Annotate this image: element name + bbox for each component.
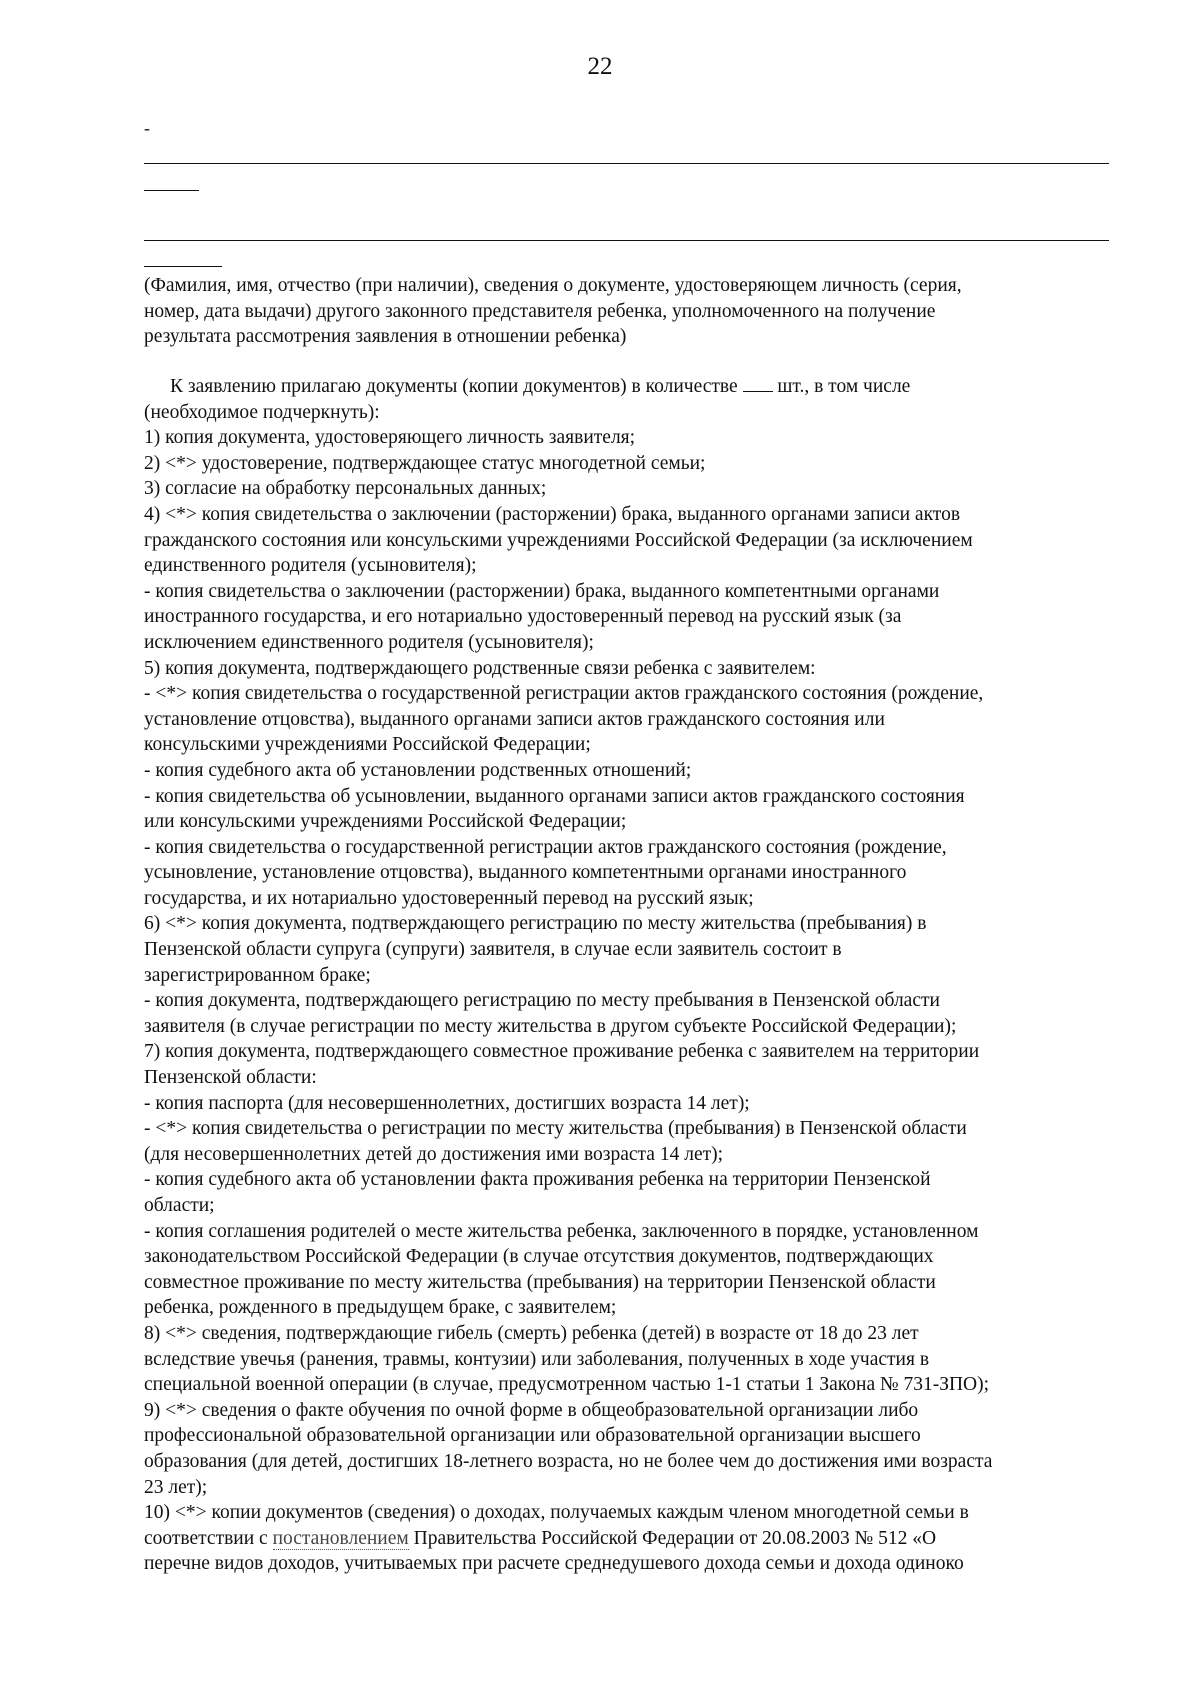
list-line: профессиональной образовательной организации или образовательной организации высшего <box>144 1425 921 1447</box>
list-line: - копия документа, подтверждающего регистрацию по месту пребывания в Пензенской области <box>144 990 940 1012</box>
list-line: вследствие увечья (ранения, травмы, контузии) или заболевания, полученных в ходе участия в <box>144 1348 930 1370</box>
list-line: (для несовершеннолетних детей до достижения ими возраста 14 лет); <box>144 1143 724 1165</box>
intro-text: К заявлению прилагаю документы (копии документов) в количестве <box>170 376 743 397</box>
list-line: - <*> копия свидетельства о регистрации по месту жительства (пребывания) в Пензенской области <box>144 1118 967 1140</box>
dash-mark: - <box>144 118 150 138</box>
decree-link[interactable]: постановлением <box>272 1527 409 1549</box>
list-line: 10) <*> копии документов (сведения) о доходах, получаемых каждым членом многодетной семьи в <box>144 1502 969 1524</box>
link-line-text-end: Правительства Российской Федерации от 20.08.2003 № 512 «О <box>408 1527 937 1549</box>
list-line: - <*> копия свидетельства о государственной регистрации актов гражданского состояния (рождение, <box>144 683 984 705</box>
list-line: 6) <*> копия документа, подтверждающего регистрацию по месту жительства (пребывания) в <box>144 913 927 935</box>
list-line: Пензенской области: <box>144 1067 317 1089</box>
blank-line-2 <box>144 240 1109 241</box>
list-line: перечне видов доходов, учитываемых при расчете среднедушевого дохода семьи и дохода одиноко <box>144 1553 964 1575</box>
list-line: - копия судебного акта об установлении факта проживания ребенка на территории Пензенской <box>144 1169 931 1191</box>
list-line: 7) копия документа, подтверждающего совместное проживание ребенка с заявителем на территории <box>144 1041 980 1063</box>
blank-line-1 <box>144 163 1109 164</box>
list-line: иностранного государства, и его нотариально удостоверенный перевод на русский язык (за <box>144 606 902 628</box>
caption-line: номер, дата выдачи) другого законного представителя ребенка, уполномоченного на получение <box>144 300 936 322</box>
caption-line: результата рассмотрения заявления в отношении ребенка) <box>144 326 627 348</box>
list-line: Пензенской области супруга (супруги) заявителя, в случае если заявитель состоит в <box>144 939 842 961</box>
list-line: специальной военной операции (в случае, предусмотренном частью 1-1 статьи 1 Закона № 731-ЗПО); <box>144 1374 990 1396</box>
list-line: 23 лет); <box>144 1476 208 1498</box>
list-line: 3) согласие на обработку персональных данных; <box>144 478 547 500</box>
list-line: - копия соглашения родителей о месте жительства ребенка, заключенного в порядке, установленном <box>144 1220 979 1242</box>
list-line: или консульскими учреждениями Российской Федерации; <box>144 811 627 833</box>
list-line: 1) копия документа, удостоверяющего личность заявителя; <box>144 427 636 449</box>
list-line: области; <box>144 1195 215 1216</box>
list-line: государства, и их нотариально удостоверенный перевод на русский язык; <box>144 887 754 909</box>
blank-line-1-continuation <box>144 190 199 191</box>
list-line: единственного родителя (усыновителя); <box>144 555 477 577</box>
list-line: (необходимое подчеркнуть): <box>144 401 380 423</box>
page-number: 22 <box>587 53 613 80</box>
blank-line-2-continuation <box>144 266 222 267</box>
list-line: 4) <*> копия свидетельства о заключении (расторжении) брака, выданного органами записи актов <box>144 503 961 525</box>
list-line: ребенка, рожденного в предыдущем браке, с заявителем; <box>144 1297 617 1319</box>
intro-text-end: шт., в том числе <box>772 376 911 397</box>
list-line: законодательством Российской Федерации (в случае отсутствия документов, подтверждающих <box>144 1246 934 1268</box>
list-line: совместное проживание по месту жительства (пребывания) на территории Пензенской области <box>144 1271 936 1293</box>
intro-line <box>144 374 1119 400</box>
list-line: - копия паспорта (для несовершеннолетних, достигших возраста 14 лет); <box>144 1092 750 1114</box>
list-line: 9) <*> сведения о факте обучения по очной форме в общеобразовательной организации либо <box>144 1399 919 1421</box>
representative-caption <box>144 273 1109 350</box>
list-line: зарегистрированном браке; <box>144 964 371 986</box>
list-line: образования (для детей, достигших 18-летнего возраста, но не более чем до достижения ими возраста <box>144 1450 993 1472</box>
list-line: 5) копия документа, подтверждающего родственные связи ребенка с заявителем: <box>144 657 816 679</box>
list-line: - копия свидетельства об усыновлении, выданного органами записи актов гражданского состояния <box>144 785 965 807</box>
list-line: - копия свидетельства о заключении (расторжении) брака, выданного компетентными органами <box>144 580 940 602</box>
list-line-with-link <box>144 1526 1119 1552</box>
list-line: заявителя (в случае регистрации по месту жительства в другом субъекте Российской Федерации); <box>144 1015 957 1037</box>
list-line: 8) <*> сведения, подтверждающие гибель (смерть) ребенка (детей) в возрасте от 18 до 23 лет <box>144 1322 919 1344</box>
list-line: 2) <*> удостоверение, подтверждающее статус многодетной семьи; <box>144 452 706 474</box>
list-line: усыновление, установление отцовства), выданного компетентными органами иностранного <box>144 862 907 884</box>
list-line: - копия судебного акта об установлении родственных отношений; <box>144 759 692 781</box>
attachments-list <box>144 374 1119 1577</box>
quantity-blank <box>743 377 773 392</box>
list-line: - копия свидетельства о государственной регистрации актов гражданского состояния (рождение, <box>144 836 947 858</box>
list-line: установление отцовства), выданного органами записи актов гражданского состояния или <box>144 708 885 730</box>
link-line-text: соответствии с <box>144 1527 273 1549</box>
caption-line: (Фамилия, имя, отчество (при наличии), сведения о документе, удостоверяющем личность (серия, <box>144 275 962 296</box>
list-line: исключением единственного родителя (усыновителя); <box>144 631 594 653</box>
list-line: гражданского состояния или консульскими учреждениями Российской Федерации (за исключением <box>144 529 973 551</box>
list-line: консульскими учреждениями Российской Федерации; <box>144 734 591 756</box>
